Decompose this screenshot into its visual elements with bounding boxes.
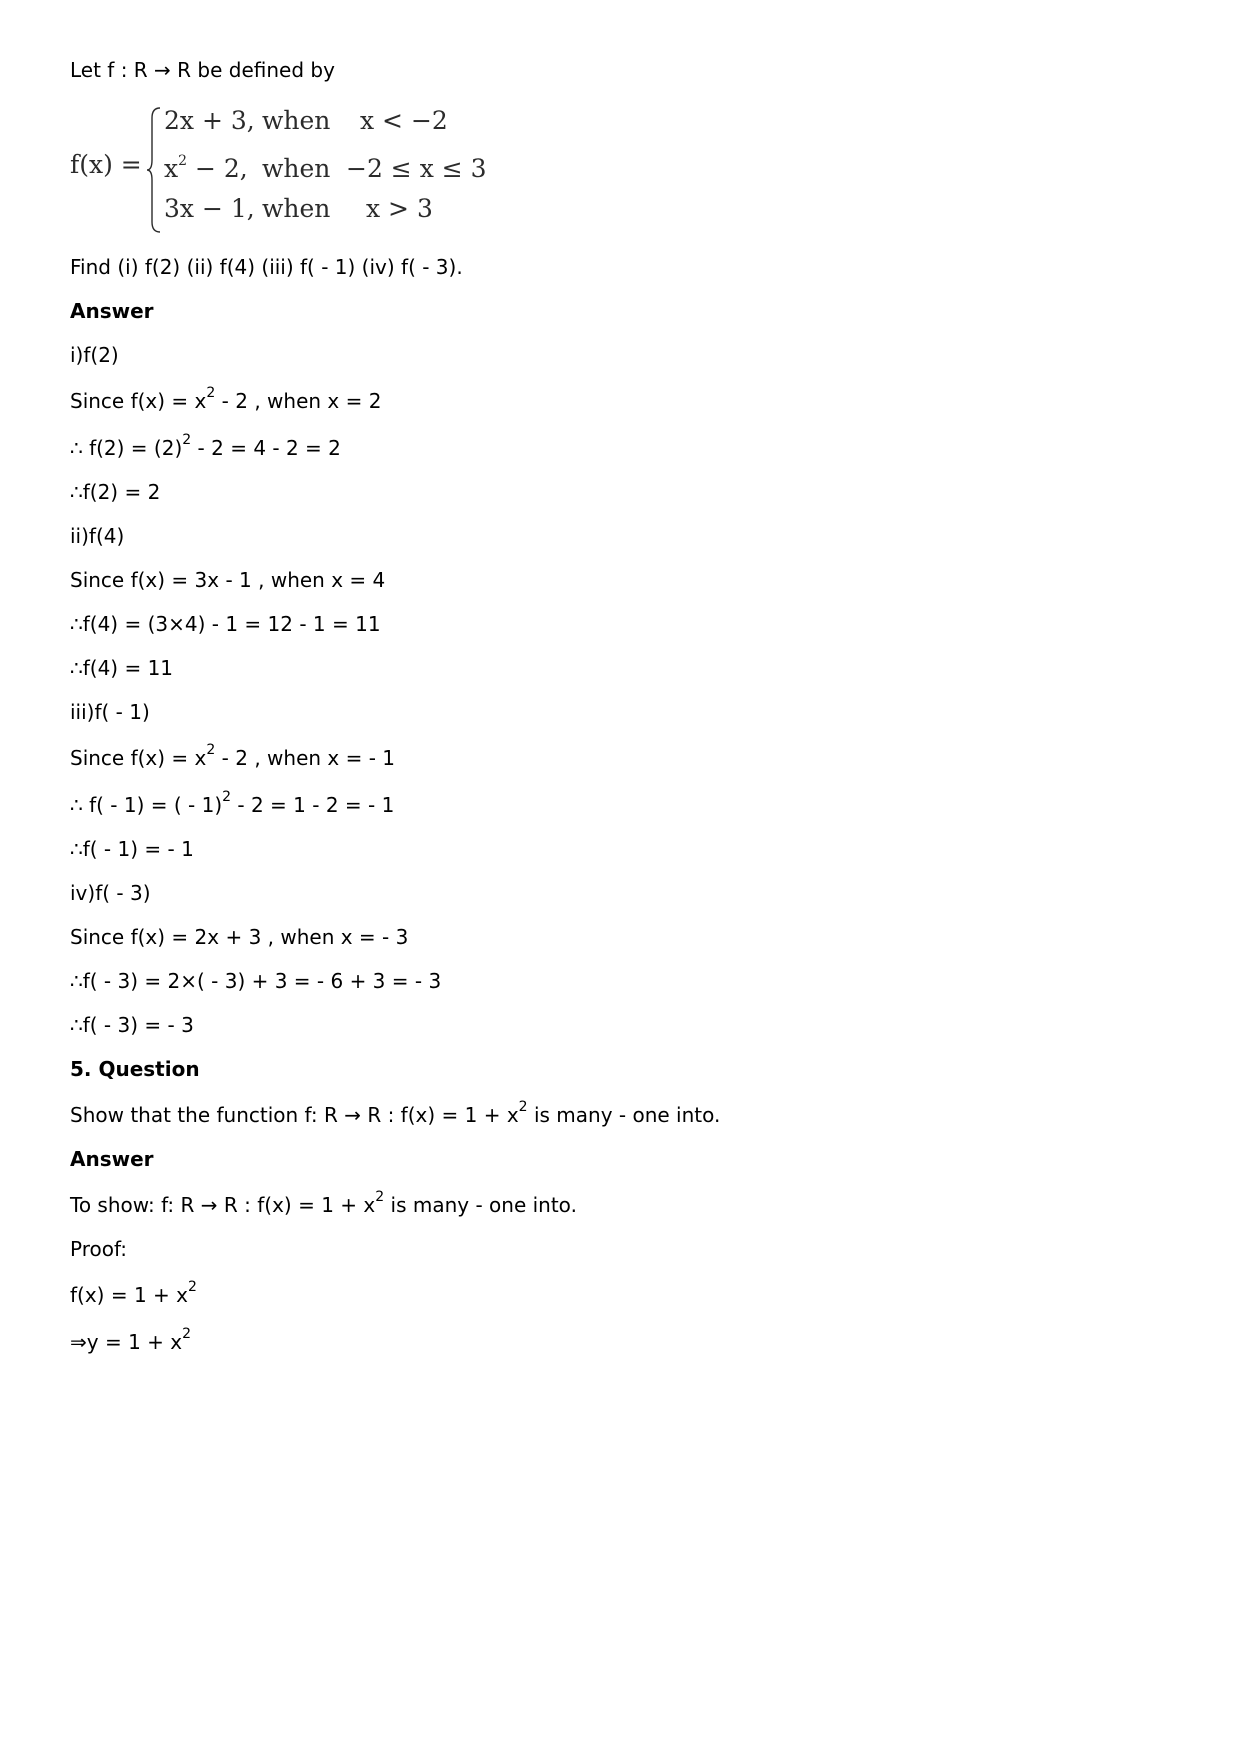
case-3-when: when	[262, 194, 331, 223]
find-instruction: Find (i) f(2) (ii) f(4) (iii) f( - 1) (iv) f( - 3).	[70, 255, 463, 279]
answer-heading: Answer	[70, 299, 154, 323]
answer-heading-2: Answer	[70, 1147, 154, 1171]
part-ii-label: ii)f(4)	[70, 524, 125, 548]
formula-lhs: f(x) =	[70, 150, 142, 179]
part-i-label: i)f(2)	[70, 343, 119, 367]
part-iv-label: iv)f( - 3)	[70, 881, 151, 905]
part-iii-calculation: ∴ f( - 1) = ( - 1)$^2$ - 2 = 1 - 2 = - 1	[70, 789, 395, 817]
case-2-condition: −2 ≤ x ≤ 3	[346, 154, 487, 183]
part-iii-since: Since $f(x) = x^2 - 2$ , when x = - 1	[70, 742, 396, 770]
question-5-heading: 5. Question	[70, 1057, 200, 1081]
part-ii-since: Since f(x) = 3x - 1 , when x = 4	[70, 568, 386, 592]
part-iv-result: ∴f( - 3) = - 3	[70, 1013, 194, 1037]
case-2-when: when	[262, 154, 331, 183]
case-1-when: when	[262, 106, 331, 135]
case-1-condition: x < −2	[360, 106, 448, 135]
part-i-result: ∴f(2) = 2	[70, 480, 161, 504]
part-iii-result: ∴f( - 1) = - 1	[70, 837, 194, 861]
part-i-since: Since $f(x) = x^2 - 2$ , when x = 2	[70, 385, 382, 413]
to-show-statement: To show: f: R → R : $f(x) = 1 + x^2$ is many - one into.	[70, 1189, 577, 1217]
left-brace-icon	[146, 106, 162, 234]
part-iv-since: Since f(x) = 2x + 3 , when x = - 3	[70, 925, 409, 949]
part-ii-calculation: ∴f(4) = (3×4) - 1 = 12 - 1 = 11	[70, 612, 381, 636]
case-3-expression: 3x − 1,	[164, 194, 255, 223]
case-2-expression: $x^2 - 2$,	[164, 152, 248, 183]
case-3-condition: x > 3	[366, 194, 433, 223]
part-i-calculation: ∴ $f(2) = (2)^2 - 2 = 4 - 2 = 2$	[70, 432, 341, 460]
part-iv-calculation: ∴f( - 3) = 2×( - 3) + 3 = - 6 + 3 = - 3	[70, 969, 442, 993]
proof-line-2: ⇒y = $1 + x^2$	[70, 1326, 192, 1354]
question-5-text: Show that the function f: R → R : $f(x) = 1 + x^2$ is many - one into.	[70, 1099, 721, 1127]
case-1-expression: 2x + 3,	[164, 106, 255, 135]
proof-line-1: $f(x) = 1 + x^2$	[70, 1279, 197, 1307]
piecewise-function	[70, 98, 490, 238]
part-ii-result: ∴f(4) = 11	[70, 656, 174, 680]
part-iii-label: iii)f( - 1)	[70, 700, 150, 724]
proof-label: Proof:	[70, 1237, 128, 1261]
intro-text: Let f : R → R be defined by	[70, 58, 335, 82]
